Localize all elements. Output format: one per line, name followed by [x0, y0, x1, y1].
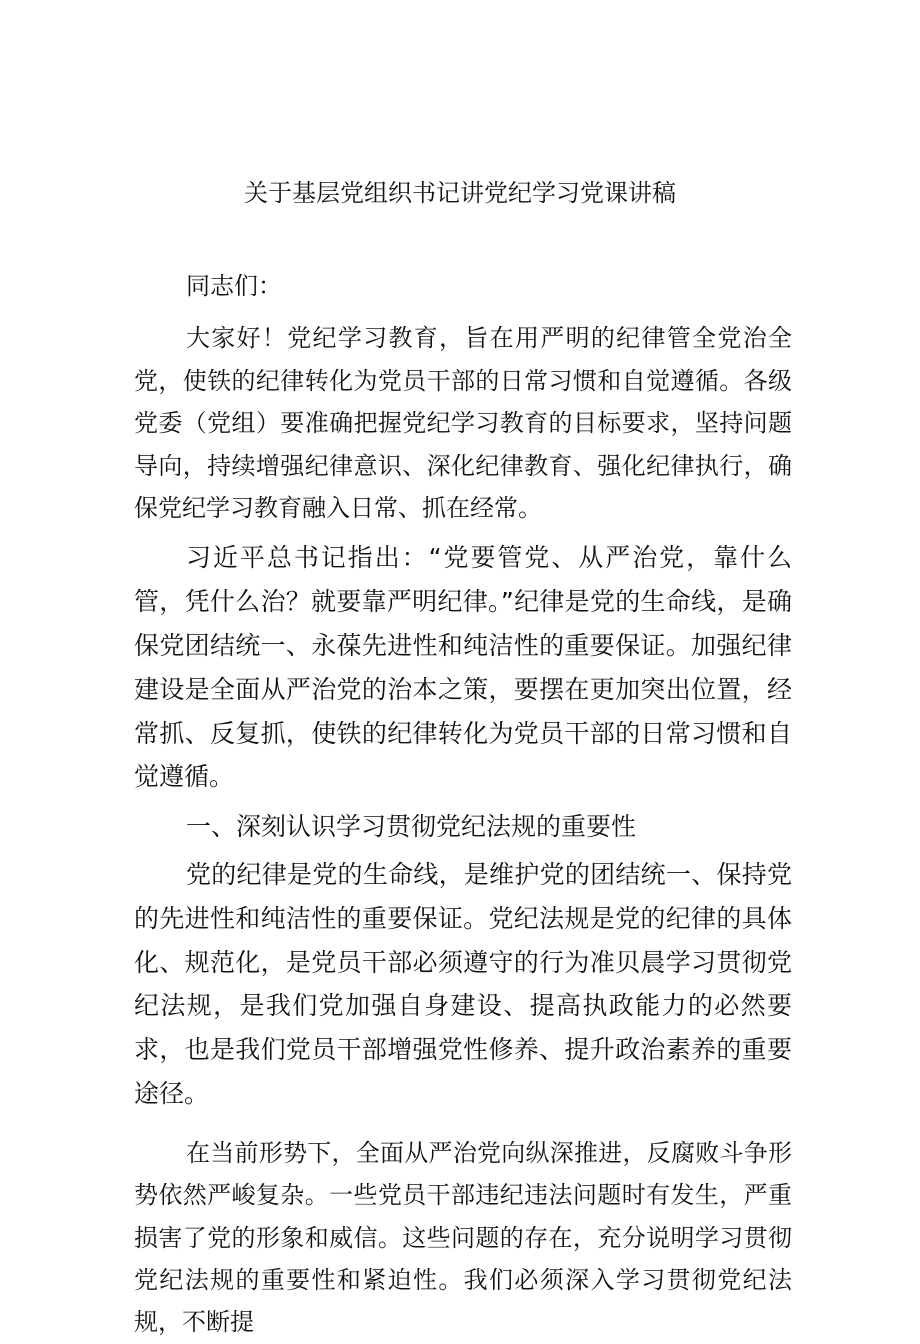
document-title: 关于基层党组织书记讲党纪学习党课讲稿: [244, 179, 676, 207]
greeting: 同志们：: [186, 272, 282, 300]
section-heading-1: 一、深刻认识学习贯彻党纪法规的重要性: [186, 812, 637, 842]
paragraph-opening: 大家好！党纪学习教育，旨在用严明的纪律管全党治全党，使铁的纪律转化为党员干部的日常习惯和自觉遵循。各级党委（党组）要准确把握党纪学习教育的目标要求，坚持问题导向，持续增强纪律意识、深化纪律教育、强化纪律执行，确保党纪学习教育融入日常、抓在经常。: [134, 324, 792, 523]
paragraph-situation: 在当前形势下，全面从严治党向纵深推进，反腐败斗争形势依然严峻复杂。一些党员干部违纪违法问题时有发生，严重损害了党的形象和威信。这些问题的存在，充分说明学习贯彻党纪法规的重要性和紧迫性。我们必须深入学习贯彻党纪法规，不断提: [134, 1138, 792, 1337]
paragraph-quote: 习近平总书记指出：“党要管党、从严治党，靠什么管，凭什么治？就要靠严明纪律。”纪律是党的生命线，是确保党团结统一、永葆先进性和纯洁性的重要保证。加强纪律建设是全面从严治党的治本之策，要摆在更加突出位置，经常抓、反复抓，使铁的纪律转化为党员干部的日常习惯和自觉遵循。: [134, 543, 792, 792]
paragraph-discipline: 党的纪律是党的生命线，是维护党的团结统一、保持党的先进性和纯洁性的重要保证。党纪法规是党的纪律的具体化、规范化，是党员干部必须遵守的行为准贝晨学习贯彻党纪法规，是我们党加强自身建设、提高执政能力的必然要求，也是我们党员干部增强党性修养、提升政治素养的重要途径。: [134, 860, 792, 1108]
document-body: [134, 265, 792, 1344]
